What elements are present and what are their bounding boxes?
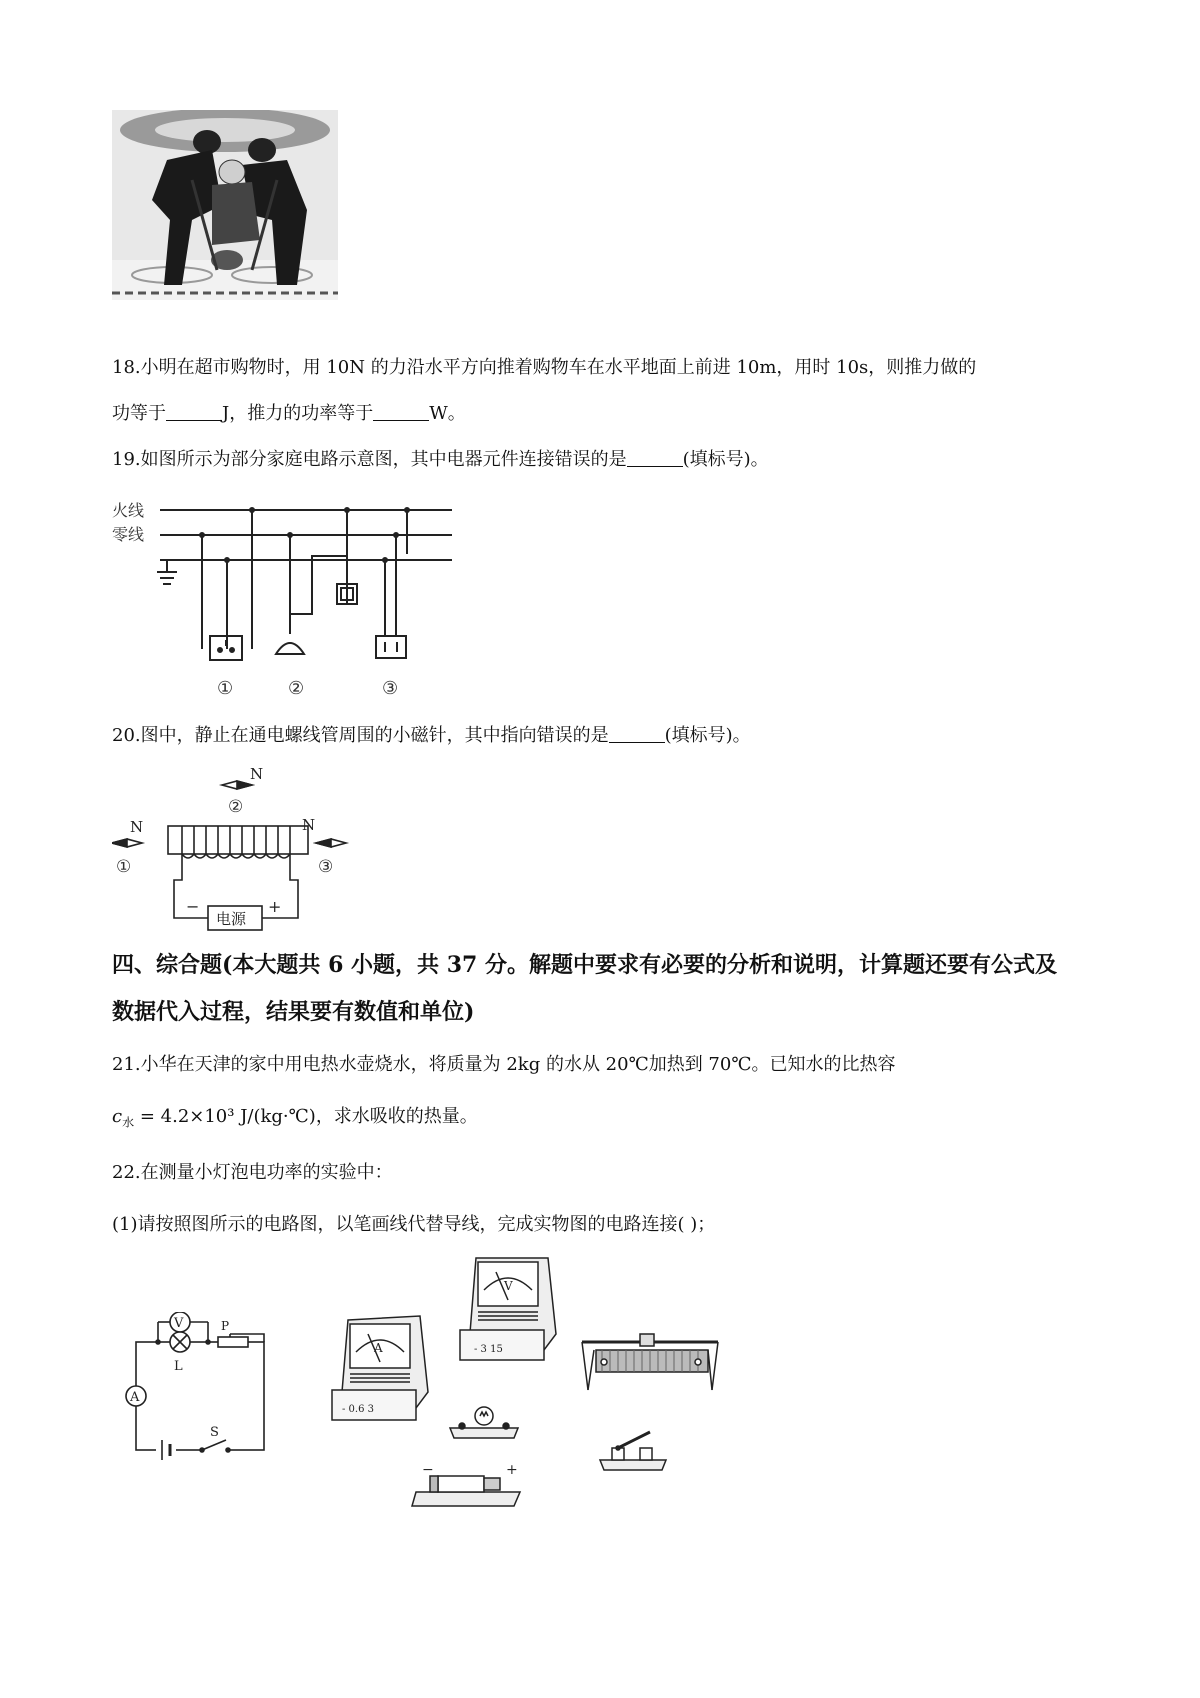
q19-text-a: 19.如图所示为部分家庭电路示意图，其中电器元件连接错误的是 [112, 449, 627, 470]
schematic-switch-label: S [210, 1425, 219, 1440]
q20-text-b: (填标号)。 [664, 725, 751, 746]
schematic-lamp-label: L [174, 1359, 183, 1374]
q20-text-a: 20.图中，静止在通电螺线管周围的小磁针，其中指向错误的是 [112, 725, 609, 746]
q18-text-a: 功等于 [112, 403, 166, 424]
q18-blank-work[interactable] [166, 402, 222, 421]
q18-text-c: W。 [429, 403, 466, 424]
q19-text-b: (填标号)。 [682, 449, 769, 470]
battery-plus: + [506, 1462, 518, 1478]
q19-mark-3: ③ [382, 678, 399, 699]
q18-line2 [112, 401, 466, 427]
battery-holder [410, 1462, 526, 1510]
q18-blank-power[interactable] [373, 402, 429, 421]
schematic-voltmeter-label: V [174, 1316, 184, 1331]
c-subscript: 水 [122, 1115, 135, 1130]
q19-line [112, 447, 769, 473]
minus-sign: − [186, 897, 200, 916]
q20-mark-1: ① [116, 857, 132, 877]
switch-on-base [594, 1426, 672, 1476]
q20-line [112, 723, 751, 749]
q21-line2 [112, 1104, 478, 1136]
voltmeter-device [456, 1254, 560, 1366]
q22-title: 22.在测量小灯泡电功率的实验中： [112, 1162, 393, 1183]
q20-mark-3: ③ [318, 857, 334, 877]
q18-line1: 18.小明在超市购物时，用 10N 的力沿水平方向推着购物车在水平地面上前进 10m，用时 10s，则推力做的 [112, 357, 977, 378]
schematic-slider-label: P [221, 1319, 230, 1333]
neutral-wire-label: 零线 [112, 525, 145, 544]
q22-part1: (1)请按照图所示的电路图，以笔画线代替导线，完成实物图的电路连接( )； [112, 1214, 716, 1235]
circuit-schematic [118, 1312, 288, 1462]
lamp-on-base [446, 1404, 522, 1442]
ammeter-symbol: A [374, 1341, 383, 1355]
schematic-ammeter-label: A [130, 1390, 140, 1405]
battery-minus: − [422, 1462, 434, 1478]
q21-line1: 21.小华在天津的家中用电热水壶烧水，将质量为 2kg 的水从 20℃加热到 70℃。已知水的比热容 [112, 1054, 896, 1075]
specific-heat-formula: = 4.2×10³ J/(kg·℃) [139, 1106, 316, 1127]
q20-mark-2: ② [228, 797, 244, 817]
curling-photo [112, 110, 338, 300]
q20-blank[interactable] [609, 724, 665, 743]
q21-tail: ，求水吸收的热量。 [315, 1106, 478, 1127]
household-circuit-diagram [112, 494, 452, 712]
section4-heading-line2: 数据代入过程，结果要有数值和单位) [112, 999, 475, 1025]
voltmeter-symbol: V [504, 1279, 513, 1293]
voltmeter-terminals: - 3 15 [474, 1344, 503, 1355]
ammeter-terminals: - 0.6 3 [342, 1404, 375, 1415]
needle-1-n-label: N [130, 818, 144, 836]
q19-mark-1: ① [217, 678, 234, 699]
q19-mark-2: ② [288, 678, 305, 699]
ammeter-device [328, 1312, 432, 1424]
plus-sign: + [268, 897, 282, 916]
rheostat-device [578, 1326, 724, 1398]
live-wire-label: 火线 [112, 501, 145, 520]
needle-3-n-label: N [302, 816, 316, 834]
needle-2-n-label: N [250, 768, 264, 783]
q19-blank[interactable] [627, 448, 683, 467]
section4-heading-line1: 四、综合题(本大题共 6 小题，共 37 分。解题中要求有必要的分析和说明，计算题还要有公式及 [112, 952, 1057, 978]
solenoid-diagram [112, 768, 372, 936]
c-symbol: c [112, 1106, 123, 1127]
q18-text-b: J，推力的功率等于 [222, 403, 374, 424]
power-source-label: 电源 [216, 910, 247, 928]
